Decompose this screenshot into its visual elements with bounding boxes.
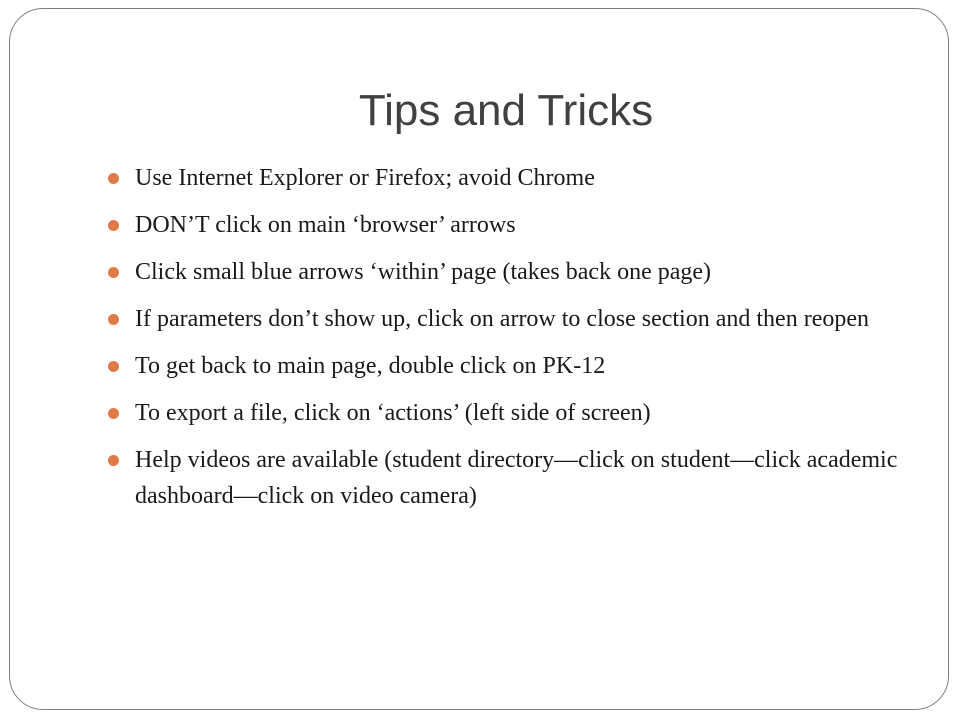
bullet-icon [108, 173, 119, 184]
bullet-item [108, 301, 898, 337]
bullet-icon [108, 267, 119, 278]
bullet-item [108, 395, 898, 431]
bullet-text: DON’T click on main ‘browser’ arrows [135, 212, 516, 238]
bullet-icon [108, 314, 119, 325]
bullet-text: Click small blue arrows ‘within’ page (takes back one page) [135, 259, 712, 285]
bullet-item [108, 442, 898, 514]
bullet-text: To get back to main page, double click on PK-12 [135, 353, 606, 379]
bullet-icon [108, 361, 119, 372]
bullet-item [108, 160, 898, 196]
bullet-text: Use Internet Explorer or Firefox; avoid Chrome [135, 165, 595, 191]
bullet-item [108, 207, 898, 243]
bullet-icon [108, 220, 119, 231]
bullet-list [108, 160, 898, 525]
slide-title: Tips and Tricks [358, 86, 654, 135]
bullet-item [108, 348, 898, 384]
bullet-item [108, 254, 898, 290]
bullet-text: To export a file, click on ‘actions’ (left side of screen) [135, 400, 651, 426]
bullet-icon [108, 408, 119, 419]
bullet-icon [108, 455, 119, 466]
bullet-text: Help videos are available (student directory—click on student—click academic dashboard—click on video camera) [135, 447, 898, 509]
bullet-text: If parameters don’t show up, click on arrow to close section and then reopen [135, 306, 869, 332]
